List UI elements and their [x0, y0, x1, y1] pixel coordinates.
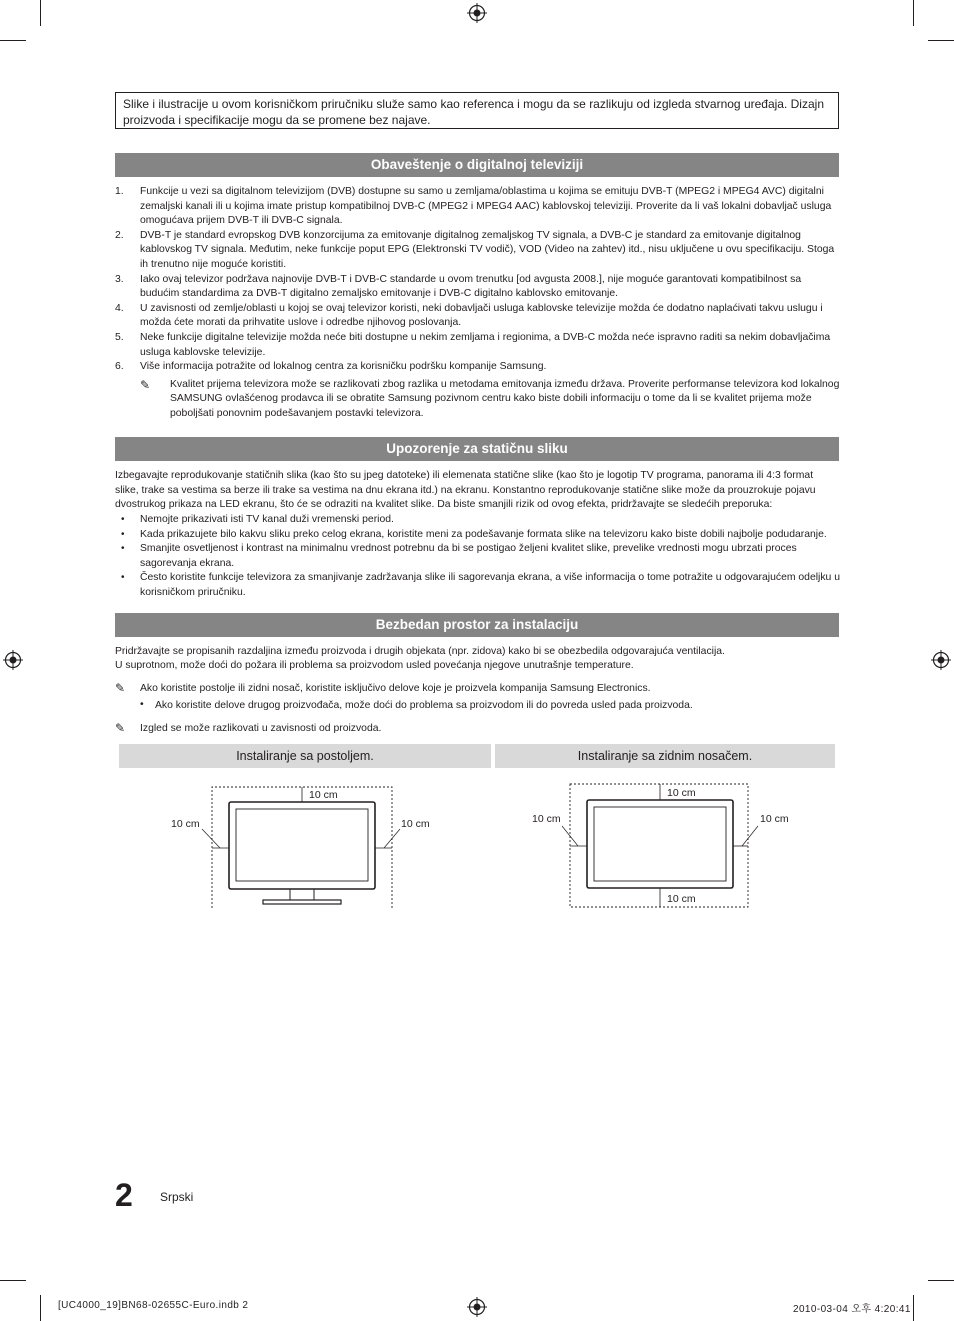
list-item: 6. Više informacija potražite od lokalnog centra za korisničku podršku kompanije Samsung.	[115, 361, 547, 373]
bullet-icon: •	[121, 543, 125, 555]
section-title-digital-tv: Obaveštenje o digitalnoj televiziji	[115, 153, 839, 177]
list-item: 4. U zavisnosti od zemlje/oblasti u kojoj se ovaj televizor koristi, neki dobavljači usluga kablovske televizije možda će dodatno naplaćivati takvu uslugu i možda ćete morati da prihvatite uslove i odredbe njihovog poslovanja.	[115, 302, 823, 329]
crop-mark	[40, 0, 41, 26]
list-item: • Često koristite funkcije televizora za smanjivanje zadržavanja slike ili sagorevanja ekrana, a više informacija o tome potražite u odgovarajućem odeljku u korisničkom priručniku.	[121, 572, 840, 598]
list-item: • Nemojte prikazivati isti TV kanal duži vremenski period.	[115, 513, 841, 528]
list-item: 5. Neke funkcije digitalne televizije možda neće biti dostupne u nekim zemljama i regionima, a DVB-C možda neće ispravno raditi sa nekim dobavljačima usluga kablovske televizije.	[115, 331, 831, 358]
crop-mark	[40, 1295, 41, 1321]
crop-mark	[913, 1295, 914, 1321]
page-number: 2	[115, 1177, 133, 1213]
registration-mark-icon	[3, 650, 23, 670]
registration-mark-icon	[931, 650, 951, 670]
bottom-clearance-label: 10 cm	[667, 893, 696, 905]
bullet-icon: •	[121, 572, 125, 584]
crop-mark	[0, 40, 26, 41]
top-clearance-label: 10 cm	[667, 787, 696, 799]
crop-mark	[928, 1280, 954, 1281]
crop-mark	[0, 1280, 26, 1281]
disclaimer-text: Slike i ilustracije u ovom korisničkom priručniku služe samo kao referenca i mogu da se razlikuju od izgleda stvarnog uređaja. Dizajn proizvoda i specifikacije mogu da se promene bez najave.	[123, 97, 824, 127]
pencil-note-icon: ✎	[115, 721, 126, 735]
top-clearance-label: 10 cm	[309, 789, 338, 801]
registration-mark-icon	[467, 3, 487, 23]
reception-note: ✎ Kvalitet prijema televizora može se razlikovati zbog razlika u metodama emitovanja između država. Proverite performanse televizora kod lokalnog SAMSUNG ovlašćenog prodavca ili se obratite Samsung pozivnom centru kako biste dobili informaciju o tome da li se kvalitet prijema može poboljšati ponovnim podešavanjem postavki televizora.	[140, 377, 840, 419]
pencil-note-icon: ✎	[115, 681, 126, 695]
stand-clearance-diagram	[160, 778, 450, 913]
bullet-icon: •	[121, 528, 125, 540]
language-label: Srpski	[160, 1190, 194, 1204]
crop-mark	[928, 40, 954, 41]
wall-install-heading: Instaliranje sa zidnim nosačem.	[495, 744, 835, 768]
stand-install-heading: Instaliranje sa postoljem.	[119, 744, 491, 768]
list-item: 1. Funkcije u vezi sa digitalnom televizijom (DVB) dostupne su samo u zemljama/oblastima u kojima se emituju DVB-T (MPEG2 i MPEG4 AVC) digitalni zemaljski kanali ili u kojima imate pristup kompatibilnoj DVB-C (MPEG2 i MPEG4 AAC) kablovskoj televiziji. Proverite da li vaš lokalni dobavljač usluga omogućava prijem DVB-T ili DVB-C signala.	[115, 186, 832, 227]
bullet-icon: •	[121, 514, 125, 525]
list-item: • Smanjite osvetljenost i kontrast na minimalnu vrednost potrebnu da bi se postigao željeni kvalitet slike, prevelike vrednosti mogu ubrzati proces sagorevanja ekrana.	[121, 543, 797, 569]
bullet-icon: •	[140, 699, 144, 710]
wall-mount-clearance-diagram	[520, 778, 800, 913]
section-title-installation: Bezbedan prostor za instalaciju	[115, 613, 839, 637]
list-item: • Kada prikazujete bilo kakvu sliku preko celog ekrana, koristite meni za podešavanje formata slike na televizoru kako biste dobili najbolje podudaranje.	[115, 528, 841, 543]
left-clearance-label: 10 cm	[532, 813, 561, 825]
installation-intro-line2: U suprotnom, može doći do požara ili problema sa proizvodom usled povećanja njegove unutrašnje temperature.	[115, 660, 634, 671]
list-item: 2. DVB-T je standard evropskog DVB konzorcijuma za emitovanje digitalnog zemaljskog TV signala, a DVB-C je standard za emitovanje digitalnog kablovskog TV signala. Međutim, neke funkcije poput EPG (Elektronski TV vodič), VOD (Video na zahtev) itd., nisu uključene u ovu specifikaciju. Stoga ih trenutno nije moguće koristiti.	[115, 229, 835, 270]
installation-intro-line1: Pridržavajte se propisanih razdaljina između proizvoda i drugih objekata (npr. zidova) kako bi se obezbedila odgovarajuća ventilacija.	[115, 646, 725, 657]
crop-mark	[913, 0, 914, 26]
right-clearance-label: 10 cm	[760, 813, 789, 825]
list-item: 3. Iako ovaj televizor podržava najnovije DVB-T i DVB-C standarde u ovom trenutku [od avgusta 2008.], nije moguće garantovati kompatibilnost sa budućim standardima za DVB-T digitalno zemaljsko emitovanje i DVB-C digitalno kablovsko emitovanje.	[115, 273, 802, 300]
print-datetime: 2010-03-04 오후 4:20:41	[793, 1304, 911, 1315]
digital-tv-list	[115, 185, 841, 422]
static-image-intro: Izbegavajte reprodukovanje statičnih slika (kao što su jpeg datoteke) ili elemenata statične slike (kao što je logotip TV programa, panorama ili 4:3 format slike, trake sa vestima sa berze ili trake sa vestima na dnu ekrana itd.) na ekranu. Konstantno reprodukovanje statične slike može da prouzrokuje pojavu dvostrukog prikaza na LED ekranu, što će se odraziti na kvalitet slike. Da biste smanjili rizik od ovog efekta, pridržavajte se sledećih preporuka:	[115, 470, 816, 511]
right-clearance-label: 10 cm	[401, 818, 430, 830]
print-file-info: [UC4000_19]BN68-02655C-Euro.indb 2	[58, 1300, 249, 1311]
pencil-note-icon: ✎	[140, 377, 151, 392]
left-clearance-label: 10 cm	[171, 818, 200, 830]
registration-mark-icon	[467, 1297, 487, 1317]
disclaimer-box	[115, 92, 839, 129]
section-title-static-image: Upozorenje za statičnu sliku	[115, 437, 839, 461]
static-image-list	[115, 513, 841, 601]
